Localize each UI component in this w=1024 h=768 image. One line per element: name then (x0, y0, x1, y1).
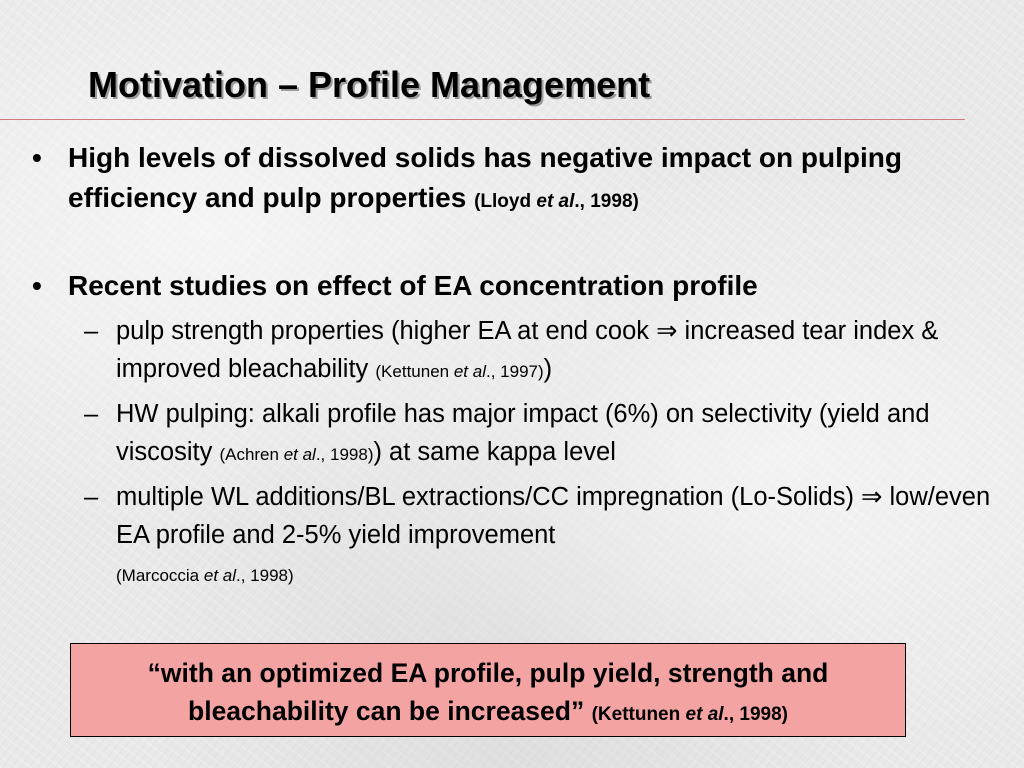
sub-bullet-text: pulp strength properties (higher EA at end cook ⇒ increased tear index & improved bleachability (Kettunen et al., 1997)) (116, 317, 939, 383)
sub-bullet-text: HW pulping: alkali profile has major impact (6%) on selectivity (yield and viscosity (Achren et al., 1998)) at same kappa level (116, 400, 930, 466)
slide-content (32, 138, 992, 595)
citation: (Marcoccia et al., 1998) (116, 566, 294, 585)
sub-bullet-item (84, 312, 992, 391)
citation: (Achren et al., 1998) (219, 445, 374, 464)
sub-bullet-list (32, 312, 992, 595)
dash-marker: – (84, 400, 99, 428)
slide-title: Motivation – Profile Management (88, 64, 651, 105)
bullet-marker: • (32, 270, 42, 301)
implies-arrow-icon: ⇒ (656, 317, 678, 345)
citation: (Kettunen et al., 1997) (375, 362, 544, 381)
citation: (Kettunen et al., 1998) (591, 704, 788, 725)
bullet-marker: • (32, 142, 42, 173)
bullet-item (32, 138, 992, 222)
dash-marker: – (84, 317, 99, 345)
implies-arrow-icon: ⇒ (861, 483, 883, 511)
dash-marker: – (84, 483, 99, 511)
bullet-main-text: High levels of dissolved solids has negative impact on pulping efficiency and pulp properties (68, 142, 902, 213)
sub-bullet-item (84, 395, 992, 474)
sub-bullet-text: multiple WL additions/BL extractions/CC impregnation (Lo-Solids) ⇒ low/even EA profile and 2-5% yield improvement (Marcoccia et al., 1998) (116, 483, 991, 585)
quote-text: “with an optimized EA profile, pulp yield, strength and bleachability can be increased” (147, 658, 829, 726)
bullet-item (32, 266, 992, 306)
citation: (Lloyd et al., 1998) (474, 191, 639, 212)
title-divider (0, 119, 965, 120)
quote-box (70, 643, 906, 737)
sub-bullet-item (84, 478, 992, 595)
bullet-text (68, 138, 992, 222)
bullet-text: Recent studies on effect of EA concentration profile (68, 270, 758, 301)
